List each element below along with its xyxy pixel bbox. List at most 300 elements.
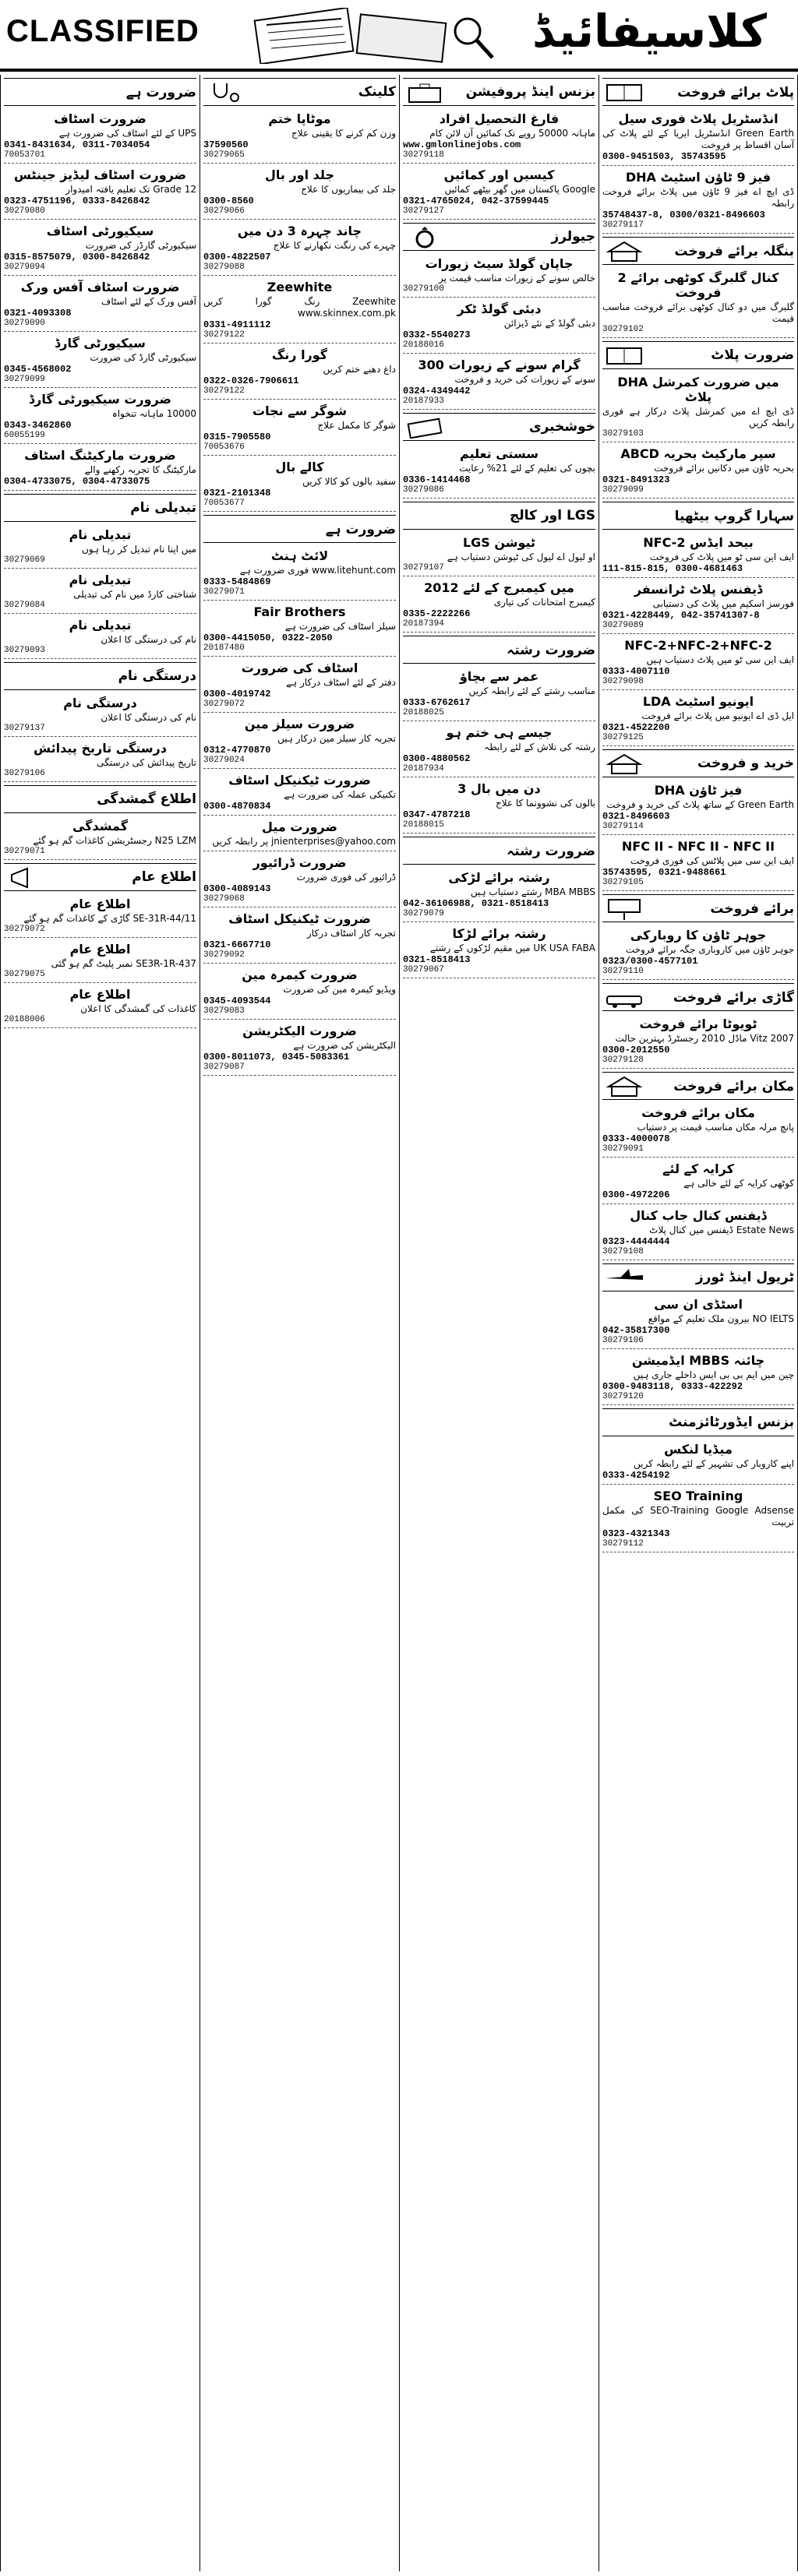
- ad-title: SEO Training: [653, 1489, 743, 1503]
- ad-phone: 0347-4787218: [403, 809, 471, 820]
- briefcase-icon: [403, 80, 447, 104]
- ad-title: ضرورت ڈرائیور: [252, 855, 347, 870]
- ad-title: 3 دن میں بال: [457, 781, 541, 796]
- ad-phone: 0321-4522200: [602, 722, 670, 733]
- ad-body: فورسز اسکیم میں پلاٹ کی دستیابی: [652, 598, 794, 609]
- ad-code: 30279100: [403, 284, 444, 294]
- ad-title: میڈیا لنکس: [664, 1442, 733, 1457]
- classified-ad: [403, 866, 595, 922]
- ad-code: 20187934: [403, 764, 444, 774]
- ad-phone: www.gmlonlinejobs.com: [403, 139, 521, 150]
- category-label: ٹریول اینڈ ٹورز: [695, 1270, 794, 1285]
- classified-ad: [403, 354, 595, 410]
- ad-body: خالص سونے کے زیورات مناسب قیمت پر: [438, 273, 595, 284]
- ad-body: SE-31R-44/11 گاڑی کے کاغذات گم ہو گئے: [23, 913, 196, 924]
- classified-ad: [602, 1013, 794, 1069]
- ad-title: اطلاع عام: [69, 942, 131, 957]
- classified-ad: [403, 922, 595, 978]
- classified-ad: [4, 332, 196, 388]
- ad-code: 20187394: [403, 619, 444, 629]
- ad-body: ایل ڈی اے ایونیو میں پلاٹ برائے فروخت: [641, 710, 794, 721]
- ad-title: جاپان گولڈ سیٹ زیورات: [425, 256, 574, 271]
- classified-ad: [403, 576, 595, 633]
- ad-title: ضرورت مارکیٹنگ اسٹاف: [24, 448, 176, 463]
- ad-phone: 0300-4019742: [203, 689, 271, 700]
- ad-code: 30279114: [602, 822, 644, 831]
- ad-body: دبئی گولڈ کے نئے ڈیزائن: [503, 318, 595, 329]
- ad-phone: 0323-4751196, 0333-8426842: [4, 196, 150, 206]
- ad-title: رشتہ برائے لڑکا: [452, 926, 546, 941]
- ad-code: 30279120: [602, 1392, 644, 1401]
- ad-body: نام کی درستگی کا اعلان: [101, 712, 196, 723]
- ad-phone: 0300-9483118, 0333-422292: [602, 1381, 743, 1392]
- ad-title: گورا رنگ: [271, 347, 328, 362]
- ad-title: تبدیلی نام: [69, 573, 132, 587]
- ad-phone: 35743595, 0321-9488661: [602, 867, 726, 878]
- ad-title: دبئی گولڈ ٹکر: [457, 301, 542, 316]
- category-header: [4, 494, 196, 522]
- category-header: [602, 1263, 794, 1292]
- ad-code: 30279065: [203, 150, 245, 160]
- ad-phone: 0300-8011073, 0345-5083361: [203, 1052, 350, 1062]
- ad-phone: 0321-8491323: [602, 474, 670, 485]
- ad-phone: 0321-8496603: [602, 811, 670, 822]
- classified-ad: [203, 816, 396, 851]
- ad-phone: 0324-4349442: [403, 386, 471, 396]
- ad-body: ماہانہ 50000 روپے تک کمائیں آن لائن کام: [429, 128, 595, 139]
- ad-phone: 0345-4568002: [4, 364, 72, 375]
- ad-code: 20188025: [403, 708, 444, 717]
- ad-phone: 0321-4093308: [4, 308, 72, 319]
- ad-code: 30279092: [203, 950, 245, 960]
- ad-body: ڈرائیور کی فوری ضرورت: [296, 872, 396, 883]
- ad-body: بچوں کی تعلیم کے لئے 21% رعایت: [459, 463, 595, 474]
- category-header: [403, 78, 595, 106]
- ad-phone: 0315-8575079, 0300-8426842: [4, 252, 150, 263]
- category-label: بزنس اینڈ پروفیشن: [465, 84, 595, 100]
- ad-body: میں اپنا نام تبدیل کر رہا ہوں: [82, 544, 196, 555]
- ad-body: Green Earth انڈسٹریل ایریا کے لئے پلاٹ کی آسان اقساط پر فروخت: [602, 128, 794, 150]
- ad-code: 30279122: [203, 330, 245, 340]
- category-header: [602, 341, 794, 369]
- ad-body: ایف این سی میں پلاٹس کی فوری فروخت: [630, 855, 794, 866]
- ad-body: تجربہ کار سیلز مین درکار ہیں: [277, 733, 396, 744]
- classified-ad: [4, 164, 196, 220]
- ad-code: 30279068: [203, 894, 245, 904]
- ad-body: تجربہ کار اسٹاف درکار: [306, 928, 396, 939]
- classified-ad: [403, 164, 595, 220]
- ad-body: سیکیورٹی گارڈز کی ضرورت: [85, 240, 196, 251]
- ad-phone: 37590560: [203, 139, 249, 150]
- classified-ad: [602, 578, 794, 634]
- ad-code: 70053676: [203, 442, 245, 452]
- ad-code: 30279091: [602, 1144, 644, 1154]
- ad-code: 60055199: [4, 431, 45, 440]
- ad-code: 30279079: [403, 909, 444, 918]
- ad-code: 30279137: [4, 724, 45, 733]
- category-label: بنگلہ برائے فروخت: [674, 243, 794, 259]
- ad-body: N25 LZM رجسٹریشن کاغذات گم ہو گئے: [33, 835, 196, 846]
- ad-body: شوگر کا مکمل علاج: [317, 420, 396, 431]
- header-divider: [0, 69, 798, 72]
- ad-code: 20187933: [403, 396, 444, 406]
- ad-title: DHA فیز 9 ٹاؤن اسٹیٹ: [625, 170, 772, 185]
- ad-code: 30279103: [602, 429, 644, 439]
- category-header: [602, 237, 794, 265]
- classified-ad: [602, 1293, 794, 1349]
- category-label: ضرورت رشتہ: [507, 642, 595, 658]
- ad-title: ڈیفنس پلاٹ ٹرانسفر: [634, 582, 763, 597]
- ad-code: 30279099: [4, 375, 45, 384]
- category-header: [203, 78, 396, 106]
- ad-title: 300 گرام سونے کے زیورات: [418, 358, 581, 372]
- category-header: [4, 785, 196, 813]
- classified-ad: [403, 442, 595, 499]
- classified-ad: [4, 276, 196, 332]
- ad-title: DHA فیز ٹاؤن: [654, 783, 743, 798]
- classified-ad: [403, 298, 595, 354]
- ad-title: کیسیں اور کمائیں: [443, 167, 555, 182]
- ad-phone: 0323-4321343: [602, 1528, 670, 1539]
- ad-title: گمشدگی: [72, 819, 129, 833]
- plot-icon: [602, 344, 646, 367]
- category-header: [403, 413, 595, 441]
- ad-body: ایف این سی ٹو میں پلاٹ کی فروخت: [649, 551, 794, 562]
- ad-body: تاریخ پیدائش کی درستگی: [97, 757, 196, 768]
- classified-ad: [602, 1438, 794, 1485]
- classified-ad: [602, 166, 794, 234]
- ad-code: 70053701: [4, 150, 45, 160]
- classified-ad: [403, 252, 595, 298]
- ad-title: جیسے ہی ختم ہو: [446, 725, 553, 740]
- ad-code: 30279128: [602, 1055, 644, 1065]
- ad-code: 20188015: [403, 820, 444, 830]
- ad-body: ویڈیو کیمرہ مین کی ضرورت: [283, 984, 396, 995]
- ad-title: ضرورت ٹیکنیکل اسٹاف: [228, 773, 371, 788]
- category-label: تبدیلی نام: [130, 500, 196, 516]
- ad-title: مکان برائے فروخت: [641, 1105, 755, 1120]
- category-header: [602, 1408, 794, 1436]
- classified-ad: [203, 220, 396, 276]
- ad-title: کرایہ کے لئے: [662, 1161, 734, 1176]
- ad-phone: 0333-4007110: [602, 666, 670, 677]
- category-label: ضرورت ہے: [325, 521, 396, 537]
- category-label: سہارا گروپ بیٹھیا: [674, 508, 794, 524]
- ad-body: www.litehunt.com فوری ضرورت ہے: [239, 565, 396, 576]
- ad-title: 2 کنال گلبرگ کوٹھی برائے فروخت: [617, 270, 779, 300]
- ad-body: کیمبرج امتحانات کی تیاری: [493, 597, 595, 608]
- ad-code: 30279075: [4, 970, 45, 979]
- ad-body: کاغذات کی گمشدگی کا اعلان: [80, 1003, 196, 1014]
- ad-title: اسٹڈی ان سی: [654, 1297, 743, 1312]
- category-label: گاڑی برائے فروخت: [673, 989, 794, 1006]
- classified-ad: [203, 851, 396, 907]
- category-label: ضرورت ہے: [125, 84, 196, 100]
- ad-title: ٹویوٹا برائے فروخت: [639, 1017, 757, 1031]
- ad-code: 30279024: [203, 756, 245, 765]
- classified-ad: [403, 777, 595, 833]
- ad-code: 30279088: [203, 263, 245, 272]
- classified-ad: [602, 266, 794, 338]
- category-header: [403, 223, 595, 251]
- classified-ad: [203, 544, 396, 601]
- classified-ad: [4, 107, 196, 164]
- classified-ad: [203, 769, 396, 816]
- ad-title: ضرورت اسٹاف لیڈیز جینٹس: [13, 167, 187, 182]
- classified-ad: [4, 569, 196, 614]
- ad-phone: 0333-6762617: [403, 697, 471, 708]
- ad-code: 30279106: [602, 1336, 644, 1345]
- ad-phone: 0321-4228449, 042-35741307-8: [602, 610, 760, 621]
- ad-body: مناسب رشتے کے لئے رابطہ کریں: [468, 685, 595, 696]
- classified-ad: [602, 531, 794, 578]
- classified-ad: [4, 614, 196, 659]
- house-icon: [602, 239, 646, 263]
- ad-body: سیلز اسٹاف کی ضرورت ہے: [284, 621, 396, 632]
- ad-body: SEO-Training Google Adsense کی مکمل تربیت: [602, 1505, 794, 1528]
- page-header: [0, 0, 798, 72]
- category-label: بزنس ایڈورٹائزمنٹ: [669, 1415, 794, 1430]
- classified-ad: [4, 692, 196, 737]
- ad-title: درستگی نام: [63, 696, 137, 710]
- classified-ad: [602, 442, 794, 499]
- classified-ad: [602, 1485, 794, 1552]
- house-icon: [602, 752, 646, 775]
- ad-body: MBA MBBS رشتے دستیاب ہیں: [470, 886, 595, 897]
- ad-title: ضرورت اسٹاف آفس ورک: [20, 280, 180, 294]
- ad-title: اطلاع عام: [69, 897, 131, 911]
- ad-body: jnienterprises@yahoo.com پر رابطہ کریں: [212, 836, 396, 847]
- category-label: خوشخبری: [529, 419, 595, 435]
- category-header: [602, 894, 794, 922]
- ad-body: ڈی ایچ اے فیز 9 ٹاؤن میں پلاٹ برائے فروخت رابطہ: [602, 186, 794, 209]
- ad-title: چائنہ MBBS ایڈمیشن: [631, 1353, 765, 1368]
- ad-body: سیکیورٹی گارڈ کی ضرورت: [90, 352, 196, 363]
- ad-title: ضرورت اسٹاف: [54, 111, 147, 126]
- ad-phone: 0336-1414468: [403, 474, 471, 485]
- ad-code: 30279071: [203, 587, 245, 597]
- ad-code: 30279107: [403, 563, 444, 573]
- ad-code: 30279118: [403, 150, 444, 160]
- classified-ad: [602, 835, 794, 891]
- ad-code: 30279105: [602, 878, 644, 887]
- category-label: خرید و فروخت: [697, 756, 794, 771]
- ad-body: چین میں ایم بی بی ایس داخلے جاری ہیں: [633, 1369, 794, 1380]
- ad-body: UPS کے لئے اسٹاف کی ضرورت ہے: [58, 128, 196, 139]
- stethoscope-icon: [203, 80, 247, 104]
- classified-ad: [203, 400, 396, 456]
- ad-code: 30279080: [4, 206, 45, 216]
- ad-body: NO IELTS بیرون ملک تعلیم کے مواقع: [648, 1313, 794, 1324]
- ad-code: 20188006: [4, 1015, 45, 1024]
- header-newspaper-art-icon: [242, 8, 499, 64]
- ad-title: LDA ایونیو اسٹیٹ: [642, 694, 754, 709]
- ad-title: تبدیلی نام: [69, 618, 132, 633]
- ad-code: 70053677: [203, 499, 245, 508]
- ad-body: ایف این سی ٹو میں پلاٹ دستیاب ہیں: [646, 654, 794, 665]
- classified-ad: [602, 1101, 794, 1158]
- ad-phone: 35748437-8, 0300/0321-8496603: [602, 210, 765, 220]
- ad-body: وزن کم کرنے کا یقینی علاج: [291, 128, 396, 139]
- ad-code: 30279112: [602, 1539, 644, 1549]
- category-label: اطلاع عام: [132, 869, 196, 885]
- ad-title: سیکیورٹی گارڈ: [55, 336, 146, 351]
- ad-code: 30279089: [602, 621, 644, 630]
- category-label: برائے فروخت: [710, 900, 794, 917]
- classified-ad: [203, 1020, 396, 1076]
- ad-title: فارغ التحصیل افراد: [439, 111, 560, 126]
- ad-title: ضرورت میل: [262, 819, 337, 834]
- classified-ad: [203, 456, 396, 512]
- ad-code: 30279127: [403, 206, 444, 216]
- ad-code: 30279072: [203, 700, 245, 709]
- ad-phone: 0300-4880562: [403, 753, 471, 764]
- classified-ad: [203, 344, 396, 400]
- classified-ad: [602, 779, 794, 835]
- ad-code: 20187480: [203, 643, 245, 653]
- ad-body: جوہر ٹاؤن میں کاروباری جگہ برائے فروخت: [625, 944, 794, 955]
- category-label: پلاٹ برائے فروخت: [677, 84, 794, 100]
- classified-ad: [602, 634, 794, 690]
- ad-title: ضرورت کیمرہ مین: [242, 967, 358, 982]
- ad-body: Vitz 2007 ماڈل 2010 رجسٹرڈ بہترین حالت: [615, 1033, 794, 1044]
- ad-title: عمر سے بچاؤ: [459, 669, 539, 684]
- ad-phone: 0300-4822507: [203, 252, 271, 263]
- classified-ad: [4, 444, 196, 491]
- ad-title: اطلاع عام: [69, 987, 131, 1002]
- ad-phone: 0322-0326-7906611: [203, 375, 299, 386]
- ad-code: 30279093: [4, 646, 45, 655]
- ad-phone: 0343-3462860: [4, 420, 72, 431]
- classified-ad: [203, 907, 396, 964]
- category-header: [403, 502, 595, 530]
- ad-code: 30279087: [203, 1062, 245, 1072]
- col-clinic: [200, 75, 399, 2571]
- ad-code: 30279098: [602, 677, 644, 686]
- ad-body: نام کی درستگی کا اعلان: [101, 634, 196, 645]
- ad-code: 30279125: [602, 733, 644, 742]
- ad-body: اپنے کاروبار کی تشہیر کے لئے رابطہ کریں: [633, 1458, 794, 1469]
- category-label: کلینک: [358, 84, 396, 100]
- ad-body: گلبرگ میں دو کنال کوٹھی برائے فروخت مناسب قیمت: [602, 301, 794, 324]
- ad-phone: 0300-4415050, 0322-2050: [203, 633, 333, 643]
- ad-body: الیکٹریشن کی ضرورت ہے: [293, 1040, 396, 1051]
- ad-phone: 111-815-815, 0300-4681463: [602, 563, 743, 574]
- ad-body: Zeewhite رنگ گورا کریں www.skinnex.com.pk: [203, 296, 396, 319]
- ad-code: 30279099: [602, 485, 644, 495]
- ad-phone: 0323-4444444: [602, 1236, 670, 1247]
- ad-code: 30279094: [4, 263, 45, 272]
- ad-title: رشتہ برائے لڑکی: [448, 870, 550, 885]
- plot-icon: [602, 80, 646, 104]
- ad-title: جلد اور بال: [265, 167, 334, 182]
- ad-phone: 0332-5540273: [403, 329, 471, 340]
- ad-phone: 0345-4093544: [203, 996, 271, 1006]
- ad-title: NFC-2 بیحد ایڈس: [643, 535, 754, 550]
- ad-title: موٹاپا ختم: [268, 111, 331, 126]
- ad-body: چہرے کی رنگت نکھارنے کا علاج: [273, 240, 396, 251]
- classified-ad: [203, 276, 396, 344]
- ad-body: SE3R-1R-437 نمبر پلیٹ گم ہو گئی: [51, 958, 196, 969]
- category-label: درستگی نام: [118, 668, 196, 684]
- ad-phone: 0300-4972206: [602, 1189, 670, 1200]
- ad-body: مارکیٹنگ کا تجربہ رکھنے والے: [84, 464, 196, 475]
- ad-code: 30279069: [4, 555, 45, 565]
- classified-ad: [403, 721, 595, 777]
- ad-phone: 0321-2101348: [203, 488, 271, 499]
- ad-phone: 0331-4911112: [203, 319, 271, 330]
- ad-title: Fair Brothers: [253, 604, 346, 619]
- category-header: [602, 502, 794, 530]
- ad-body: رشتہ کی تلاش کے لئے رابطہ: [484, 742, 595, 752]
- col-property: [598, 75, 798, 2571]
- ad-body: Grade 12 تک تعلیم یافتہ امیدوار: [65, 184, 196, 195]
- category-header: [602, 1072, 794, 1100]
- classified-ad: [203, 964, 396, 1020]
- ad-body: شناختی کارڈ میں نام کی تبدیلی: [73, 589, 196, 600]
- ad-code: 30279072: [4, 925, 45, 934]
- classified-ad: [4, 938, 196, 983]
- ad-title: چاند چہرہ 3 دن میں: [237, 224, 362, 238]
- classified-ad: [4, 220, 196, 276]
- ad-title: NFC-2+NFC-2+NFC-2: [624, 638, 772, 653]
- ad-body: کوٹھی کرایہ کے لئے خالی ہے: [683, 1178, 794, 1189]
- classified-ad: [4, 737, 196, 782]
- classified-ad: [602, 690, 794, 746]
- ad-body: Green Earth کے ساتھ پلاٹ کی خرید و فروخت: [606, 799, 794, 810]
- ad-phone: 0300-4870834: [203, 801, 271, 812]
- ad-body: Google پاکستان میں گھر بیٹھے کمائیں: [444, 184, 595, 195]
- ad-code: 30279117: [602, 220, 644, 230]
- category-header: [602, 749, 794, 777]
- ad-phone: 042-35817300: [602, 1325, 670, 1336]
- category-label: ضرورت پلاٹ: [711, 347, 794, 363]
- ad-code: 30279071: [4, 847, 45, 856]
- category-header: [4, 78, 196, 106]
- ad-title: جوہر ٹاؤن کا روبارکی: [630, 928, 767, 943]
- ad-title: درستگی تاریخ پیدائش: [34, 741, 167, 756]
- classified-ad: [4, 815, 196, 860]
- ad-title: 2012 میں کیمبرج کے لئے: [424, 580, 574, 595]
- for-sale-icon: [602, 897, 646, 920]
- ad-code: 30279106: [4, 769, 45, 778]
- ad-phone: 0321-8518413: [403, 954, 471, 965]
- ad-code: 30279102: [602, 325, 644, 334]
- ad-title: شوگر سے نجات: [252, 403, 347, 418]
- ad-body: او لیول اے لیول کی ٹیوشن دستیاب ہے: [447, 551, 595, 562]
- ad-title: Zeewhite: [267, 280, 333, 294]
- ad-body: تکنیکی عملہ کی ضرورت ہے: [284, 789, 396, 800]
- ad-title: ضرورت ٹیکنیکل اسٹاف: [228, 911, 371, 926]
- ad-code: 30279066: [203, 206, 245, 216]
- classified-ad: [4, 893, 196, 938]
- classified-ad: [203, 601, 396, 657]
- ad-code: 30279084: [4, 601, 45, 610]
- ad-phone: 042-36106988, 0321-8518413: [403, 898, 549, 909]
- ad-body: آفس ورک کے لئے اسٹاف: [101, 296, 196, 307]
- ad-body: داغ دھبے ختم کریں: [323, 364, 396, 375]
- ad-title: کالے بال: [275, 460, 324, 474]
- ad-title: تبدیلی نام: [69, 527, 132, 542]
- ad-body: ڈی ایچ اے میں کمرشل پلاٹ درکار ہے فوری رابطہ کریں: [602, 406, 794, 428]
- ad-phone: 0300-8560: [203, 196, 254, 206]
- ad-title: ڈیفنس کنال جاب کنال: [630, 1208, 767, 1223]
- classified-ad: [602, 1349, 794, 1405]
- col-jobs: [0, 75, 200, 2571]
- ad-phone: 0333-4000078: [602, 1133, 670, 1144]
- col-business: [399, 75, 598, 2571]
- ring-icon: [403, 225, 447, 248]
